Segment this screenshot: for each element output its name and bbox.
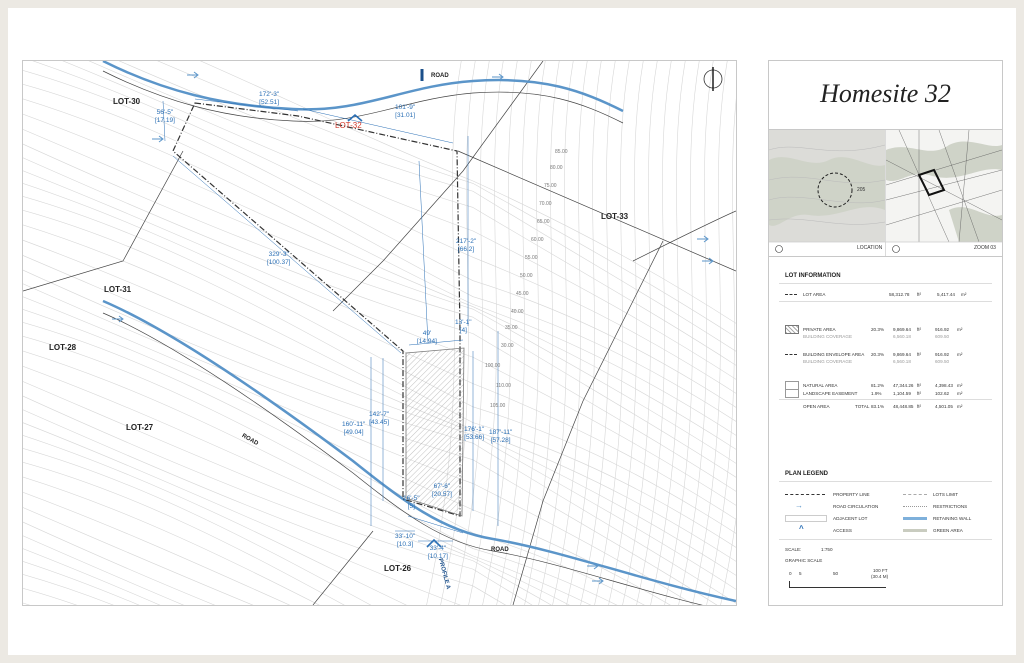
profile-a-label: PROFILE A	[436, 557, 451, 591]
site-plan-drawing	[23, 61, 736, 605]
contour-label: 75.00	[544, 183, 557, 189]
page-title: Homesite 32	[820, 79, 951, 108]
access-icon: ^	[799, 524, 804, 533]
property-line-symbol	[785, 494, 825, 495]
zoom-label: ZOOM 03	[974, 245, 996, 251]
lot-31-label: LOT-31	[104, 285, 132, 294]
dim-northwest-corner: 56'-5" [17.19]	[155, 109, 175, 124]
landscape-symbol	[785, 389, 799, 398]
dim-south-access-west: 33'-10" [10.3]	[395, 533, 416, 548]
envelope-symbol	[785, 354, 797, 355]
contour-label: 105.00	[490, 403, 506, 409]
dim-west-envelope-inner: 142'-7" [43.45]	[369, 411, 390, 426]
adjacent-lot-symbol	[785, 515, 827, 522]
contour-label: 30.00	[501, 343, 514, 349]
location-thumbnails	[769, 129, 1002, 257]
dim-northeast-boundary: 101'-9" [31.01]	[395, 104, 416, 119]
contour-label: 45.00	[516, 291, 529, 297]
contour-label: 50.00	[520, 273, 533, 279]
road-label-bottom: ROAD	[491, 547, 509, 553]
lot-33-label: LOT-33	[601, 212, 629, 221]
lot-area-symbol	[785, 294, 797, 295]
divider	[779, 283, 992, 284]
site-plan-map	[22, 60, 737, 606]
dim-south-setback: 16'-5" [5]	[403, 495, 420, 510]
dim-west-boundary: 329'-3" [100.37]	[267, 251, 291, 266]
info-panel: Homesite 32 LOCATION ZOOM 03 205 LOT INFORMATION LOT AREA 58,312.78 ft² 5,417.44 m² PRIVATE AREA 20.3% 9,869.64 ft² 916.92 m² BUILDING COVERAGE 6,560.18 609.50 BUILDING ENVELOPE AREA 20.3% 9,869.64 ft² 916.92 m² BUILDING COVERAGE 6,560.18 609.50 NATURAL AREA 81.2% 47,344.26 ft² 4,398.43 m² LANDSCAPE EASEMENT 1.9% 1,104.59 ft² 102.62 m² OPEN AREA TOTAL 83.1% 48,448.85 ft² 4,501.05 m² PLAN LEGEND PROPERTY LINE LOTS LIMIT → ROAD CIRCULATION RESTRICTIONS ADJACENT LOT RETAINING WALL ^ ACCESS GREEN AREA SCALE: 1:750 GRAPHIC SCALE 0 5 50 100 FT (30.4 M)	[768, 60, 1003, 606]
north-arrow	[704, 67, 722, 91]
dim-south-access-east: 33'-4" [10.17]	[428, 545, 448, 560]
dim-envelope-setback: 13'-1" [4]	[455, 319, 472, 334]
contour-lines	[23, 61, 736, 605]
dim-east-envelope-inner: 176'-1" [53.66]	[464, 426, 485, 441]
lot-information-heading: LOT INFORMATION	[785, 273, 841, 279]
lot-32-label: LOT-32	[335, 121, 362, 130]
lots-limit-symbol	[903, 494, 927, 495]
retaining-wall-symbol	[903, 517, 927, 520]
contour-label: 40.00	[511, 309, 524, 315]
contour-label: 110.00	[496, 383, 511, 389]
green-area-symbol	[903, 529, 927, 532]
lot-27-label: LOT-27	[126, 423, 154, 432]
contour-label: 80.00	[550, 165, 563, 171]
contour-label: 70.00	[539, 201, 552, 207]
private-area-symbol	[785, 325, 799, 334]
dim-north-boundary: 172'-3" [52.51]	[259, 91, 280, 106]
scale-bar	[789, 581, 886, 588]
lot-26-label: LOT-26	[384, 564, 412, 573]
dim-envelope-top: 49' [14.94]	[417, 330, 437, 345]
dim-south-envelope: 67'-6" [20.57]	[432, 483, 452, 498]
lot-28-label: LOT-28	[49, 343, 77, 352]
contour-label: 55.00	[525, 255, 538, 261]
contour-label: 60.00	[531, 237, 544, 243]
dim-west-envelope-outer: 160'-11" [49.04]	[342, 421, 366, 436]
contour-label: 65.00	[537, 219, 550, 225]
road-label-middle: ROAD	[240, 432, 259, 448]
location-maps	[769, 130, 1002, 256]
dim-east-envelope-outer: 187'-11" [57.28]	[489, 429, 513, 444]
road-circulation-icon: →	[795, 501, 803, 510]
circulation-arrow	[697, 236, 708, 242]
location-marker-label: 205	[857, 187, 866, 193]
contour-label: 35.00	[505, 325, 518, 331]
dim-east-boundary: 217'-2" [66.2]	[456, 238, 477, 253]
contour-label: 100.00	[485, 363, 501, 369]
restrictions-symbol	[903, 506, 927, 507]
location-label: LOCATION	[857, 245, 883, 251]
plan-legend-heading: PLAN LEGEND	[785, 471, 829, 477]
circulation-arrow	[152, 136, 163, 142]
lot-30-label: LOT-30	[113, 97, 141, 106]
contour-label: 85.00	[555, 149, 568, 155]
road-label-top: ROAD	[431, 73, 449, 79]
lot-limits	[23, 61, 736, 605]
